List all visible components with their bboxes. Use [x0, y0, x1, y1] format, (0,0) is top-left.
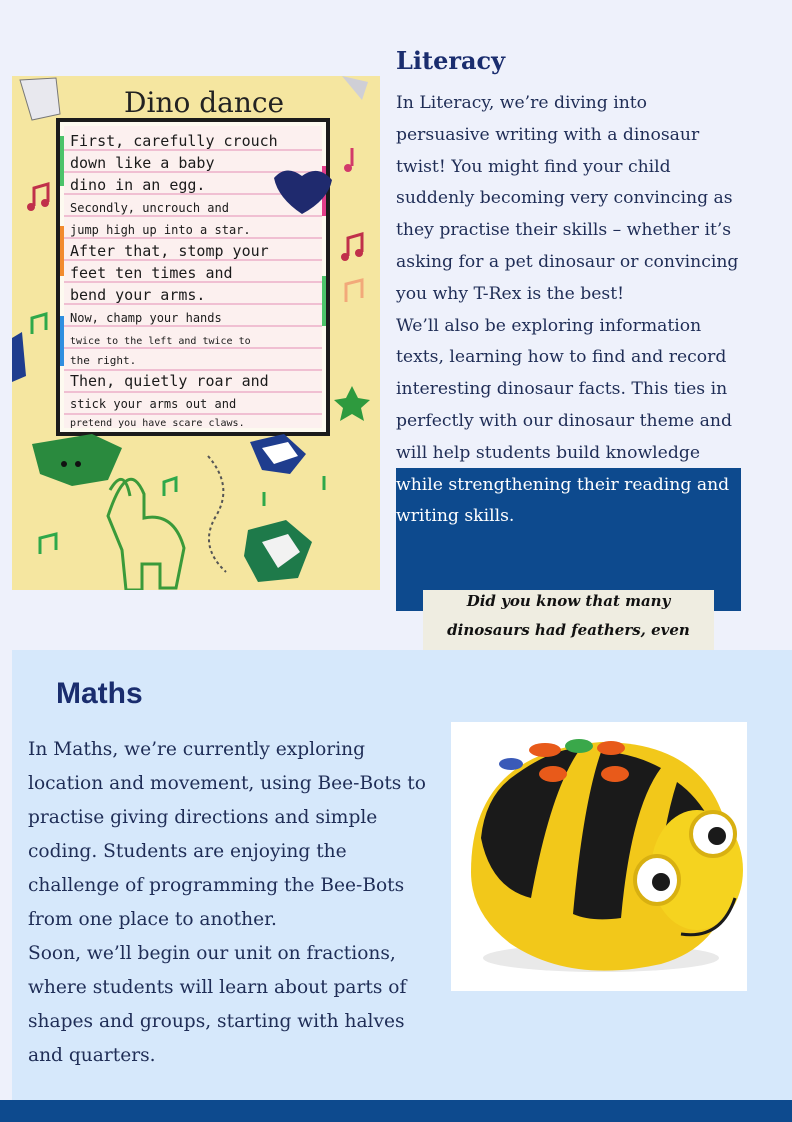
literacy-text [396, 88, 746, 533]
poster-line: Now, champ your hands [70, 311, 222, 325]
literacy-paragraph-2b: while strengthening their reading and writing skills. [396, 474, 730, 527]
maths-text [28, 733, 433, 1073]
poster-line: down like a baby [70, 154, 215, 172]
literacy-heading: Literacy [396, 46, 506, 75]
poster-line: After that, stomp your [70, 242, 269, 260]
poster-line: bend your arms. [70, 286, 206, 304]
maths-paragraph-2: Soon, we’ll begin our unit on fractions, where students will learn about parts of shapes and groups, starting with halves and quarters. [28, 943, 407, 1066]
literacy-paragraph-2 [396, 311, 746, 534]
poster-line: stick your arms out and [70, 397, 237, 411]
literacy-paragraph-1: In Literacy, we’re diving into persuasive writing with a dinosaur twist! You might find your child suddenly becoming very convincing as they practise their skills – whether it’s asking for a pet dinosaur or convincing you why T-Rex is the best! [396, 93, 739, 304]
poster-title: Dino dance [124, 86, 285, 119]
maths-paragraph-1: In Maths, we’re currently exploring location and movement, using Bee-Bots to practise giving directions and simple coding. Students are enjoying the challenge of programming the Bee-Bots from one place to another. [28, 739, 426, 930]
fact-text: Did you know that many dinosaurs had feathers, even [447, 591, 690, 639]
literacy-paragraph-2a: We’ll also be exploring information texts, learning how to find and record interesting dinosaur facts. This ties in perfectly with our dinosaur theme and will help students build knowledge [396, 315, 733, 463]
poster-line: the right. [70, 354, 137, 367]
poster-line: Secondly, uncrouch and [70, 201, 229, 215]
bee-bot-image [451, 722, 747, 991]
dino-dance-poster [12, 76, 380, 590]
poster-line: Then, quietly roar and [70, 372, 269, 390]
poster-line: First, carefully crouch [70, 132, 278, 150]
maths-heading: Maths [56, 677, 143, 710]
poster-line: jump high up into a star. [70, 223, 251, 237]
poster-line: twice to the left and twice to [70, 336, 251, 347]
poster-line: pretend you have scare claws. [70, 418, 245, 429]
footer-bar [0, 1100, 792, 1122]
poster-line: feet ten times and [70, 264, 233, 282]
poster-line: dino in an egg. [70, 176, 206, 194]
